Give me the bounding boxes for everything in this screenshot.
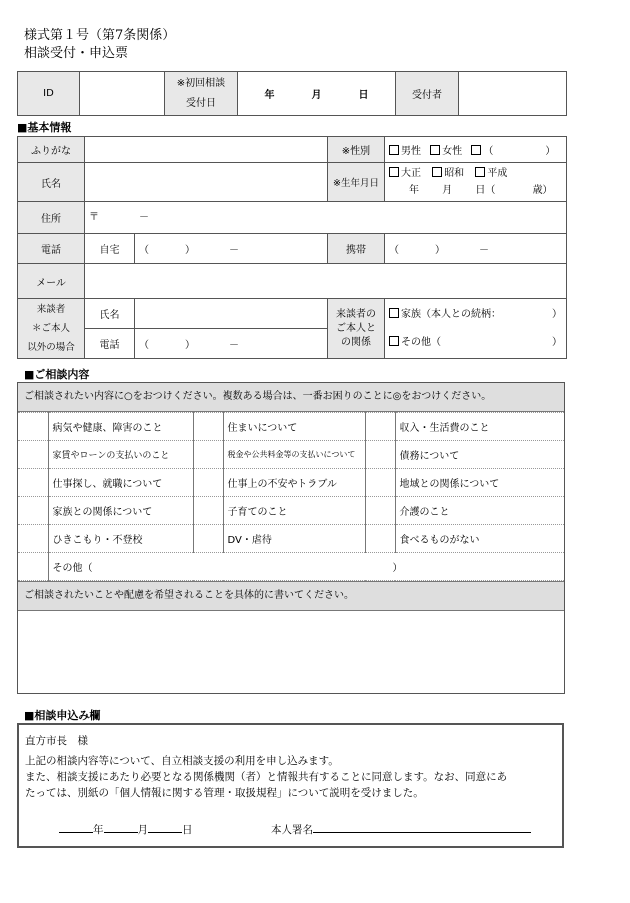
relation-line3: の関係	[341, 336, 371, 348]
email-field[interactable]	[85, 264, 567, 299]
heisei-label: 平成	[487, 168, 508, 179]
relation-line2: ご本人と	[336, 322, 376, 334]
address-label: 住所	[18, 202, 85, 234]
birth-field[interactable]	[385, 163, 567, 202]
visitor-phone-open: （	[139, 340, 149, 351]
consult-row	[18, 469, 564, 497]
detail-field[interactable]	[18, 611, 564, 691]
consult-section-title: ■ご相談内容	[24, 368, 90, 381]
application-line1: 上記の相談内容等について、自立相談支援の利用を申し込みます。	[25, 755, 339, 767]
application-line3: たっては、別紙の「個人情報に関する管理・取扱規程」について説明を受けました。	[25, 787, 424, 799]
postal-dash: －	[139, 212, 149, 223]
consult-item: 家族との関係について	[48, 497, 193, 525]
birth-age: 歳）	[532, 185, 553, 196]
consult-box	[17, 382, 565, 694]
consult-row	[18, 525, 564, 553]
visitor-line3: 以外の場合	[27, 342, 75, 353]
other-gender-checkbox[interactable]	[471, 145, 481, 155]
mobile-open: （	[389, 245, 399, 256]
other-mark-cell[interactable]	[18, 553, 48, 581]
form-title: 相談受付・申込票	[24, 46, 129, 61]
consult-item: 介護のこと	[395, 497, 564, 525]
consult-mark-cell[interactable]	[193, 497, 223, 525]
relation-line1: 来談者の	[336, 308, 376, 320]
date-month: 月	[311, 90, 322, 101]
family-close: ）	[552, 308, 562, 320]
birth-month: 月	[442, 185, 453, 196]
relation-label	[328, 299, 385, 359]
application-box	[17, 723, 564, 848]
birth-label: ※生年月日	[328, 163, 385, 202]
postal-mark: 〒	[89, 212, 99, 223]
family-checkbox[interactable]	[389, 308, 399, 318]
consult-mark-cell[interactable]	[193, 525, 223, 553]
family-label: 家族（本人との続柄：	[401, 308, 501, 320]
receiver-field[interactable]	[459, 72, 567, 116]
gender-label: ※性別	[328, 137, 385, 163]
gender-field[interactable]	[385, 137, 567, 163]
female-label: 女性	[442, 146, 463, 157]
other-gender-close: ）	[545, 146, 556, 157]
form-number: 様式第１号（第7条関係）	[24, 28, 176, 43]
consult-row	[18, 497, 564, 525]
mobile-field[interactable]	[385, 234, 567, 264]
consult-item: 税金や公共料金等の支払いについて	[223, 441, 365, 469]
basic-info-table	[17, 136, 567, 359]
id-label: ID	[18, 72, 80, 116]
consult-item: 債務について	[395, 441, 564, 469]
consult-items-table	[18, 412, 564, 581]
consult-item: 子育てのこと	[223, 497, 365, 525]
consult-mark-cell[interactable]	[18, 525, 48, 553]
signature-label: 本人署名	[271, 824, 313, 836]
other-item-label: その他（	[52, 563, 93, 574]
application-date[interactable]	[59, 822, 193, 837]
male-checkbox[interactable]	[389, 145, 399, 155]
visitor-line2: ＊ご本人	[31, 323, 70, 334]
consult-mark-cell[interactable]	[365, 469, 395, 497]
consult-item: 地域との関係について	[395, 469, 564, 497]
consult-item: 仕事探し、就職について	[48, 469, 193, 497]
first-consult-line2: 受付日	[186, 97, 216, 109]
consult-item: 病気や健康、障害のこと	[48, 413, 193, 441]
consult-item: 仕事上の不安やトラブル	[223, 469, 365, 497]
detail-instruction: ご相談されたいことや配慮を希望されることを具体的に書いてください。	[18, 581, 564, 611]
consult-row	[18, 441, 564, 469]
address-field[interactable]	[85, 202, 567, 234]
consult-mark-cell[interactable]	[365, 441, 395, 469]
first-consult-label	[165, 72, 238, 116]
date-day: 日	[358, 90, 369, 101]
other-item-close: ）	[392, 563, 403, 574]
phone-label: 電話	[18, 234, 85, 264]
app-day: 日	[182, 824, 193, 836]
consult-mark-cell[interactable]	[18, 469, 48, 497]
date-year: 年	[264, 90, 275, 101]
first-consult-line1: ※初回相談	[176, 77, 226, 89]
taisho-checkbox[interactable]	[389, 167, 399, 177]
home-phone-dash: －	[229, 245, 239, 256]
consult-item: 家賃やローンの支払いのこと	[48, 441, 193, 469]
basic-section-title: ■基本情報	[17, 121, 72, 134]
consult-mark-cell[interactable]	[193, 469, 223, 497]
home-phone-field[interactable]	[135, 234, 328, 264]
mobile-close: ）	[435, 245, 445, 256]
consult-row	[18, 413, 564, 441]
email-label: メール	[18, 264, 85, 299]
relation-other-checkbox[interactable]	[389, 336, 399, 346]
receipt-table	[17, 71, 567, 116]
name-label: 氏名	[18, 163, 85, 202]
application-section-title: ■相談申込み欄	[24, 709, 101, 722]
visitor-phone-dash: －	[229, 340, 239, 351]
consult-item: DV・虐待	[223, 525, 365, 553]
consult-mark-cell[interactable]	[193, 441, 223, 469]
id-field[interactable]	[80, 72, 165, 116]
consult-item: ひきこもり・不登校	[48, 525, 193, 553]
visitor-phone-close: ）	[185, 340, 195, 351]
receipt-date-field[interactable]	[238, 72, 396, 116]
birth-year: 年	[409, 185, 419, 196]
application-line2: また、相談支援にあたり必要となる関係機関（者）と情報共有することに同意します。なお、同意にあ	[25, 771, 508, 783]
visitor-label	[18, 299, 85, 359]
consult-mark-cell[interactable]	[193, 413, 223, 441]
addressee: 直方市長 様	[25, 735, 88, 747]
visitor-line1: 来談者	[36, 304, 66, 315]
consult-mark-cell[interactable]	[365, 413, 395, 441]
relation-field[interactable]	[385, 299, 567, 359]
other-item	[48, 553, 564, 581]
receiver-label: 受付者	[396, 72, 459, 116]
consult-mark-cell[interactable]	[18, 441, 48, 469]
consult-item: 食べるものがない	[395, 525, 564, 553]
male-label: 男性	[401, 146, 421, 157]
other-gender-open: （	[483, 146, 494, 157]
consult-mark-cell[interactable]	[365, 497, 395, 525]
showa-checkbox[interactable]	[432, 167, 442, 177]
home-phone-open: （	[139, 245, 149, 256]
furigana-field[interactable]	[85, 137, 328, 163]
app-year: 年	[93, 824, 104, 836]
visitor-name-field[interactable]	[135, 299, 328, 329]
consult-instruction: ご相談されたい内容に○をおつけください。複数ある場合は、一番お困りのことに◎をおつけください。	[18, 383, 564, 412]
taisho-label: 大正	[401, 168, 421, 179]
heisei-checkbox[interactable]	[475, 167, 485, 177]
relation-other-label: その他（	[401, 336, 441, 348]
consult-item: 住まいについて	[223, 413, 365, 441]
consult-mark-cell[interactable]	[365, 525, 395, 553]
home-label: 自宅	[85, 234, 135, 264]
consult-mark-cell[interactable]	[18, 413, 48, 441]
furigana-label: ふりがな	[18, 137, 85, 163]
birth-day: 日（	[475, 185, 496, 196]
visitor-phone-label: 電話	[85, 329, 135, 359]
mobile-label: 携帯	[328, 234, 385, 264]
showa-label: 昭和	[444, 168, 465, 179]
mobile-dash: －	[479, 245, 489, 256]
female-checkbox[interactable]	[430, 145, 440, 155]
consult-item: 収入・生活費のこと	[395, 413, 564, 441]
name-field[interactable]	[85, 163, 328, 202]
relation-other-close: ）	[552, 336, 562, 348]
home-phone-close: ）	[185, 245, 195, 256]
signature-field[interactable]	[271, 822, 531, 837]
app-month: 月	[137, 824, 148, 836]
visitor-name-label: 氏名	[85, 299, 135, 329]
visitor-phone-field[interactable]	[135, 329, 328, 359]
consult-mark-cell[interactable]	[18, 497, 48, 525]
